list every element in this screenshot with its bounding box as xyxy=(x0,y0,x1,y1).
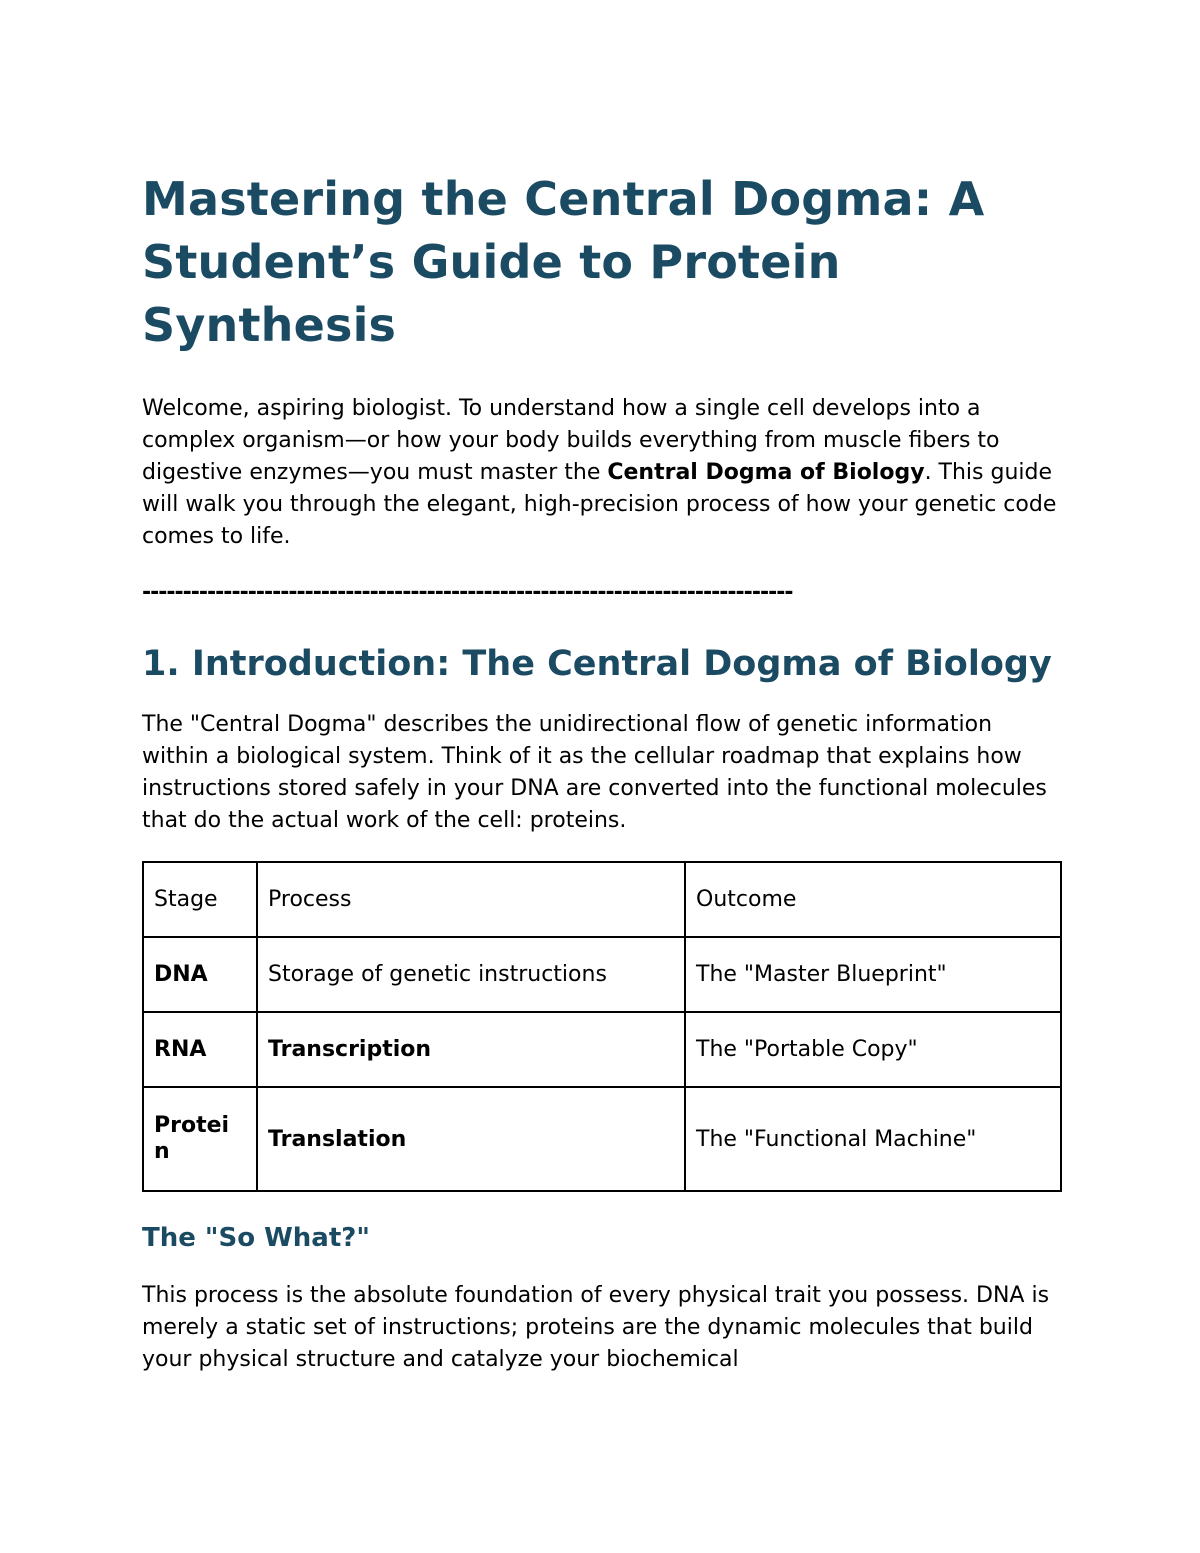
document-title: Mastering the Central Dogma: A Student’s Guide to Protein Synthesis xyxy=(142,172,985,352)
table-header-stage: Stage xyxy=(143,862,257,937)
table-cell-outcome: The "Portable Copy" xyxy=(685,1012,1061,1087)
table-cell-process: Transcription xyxy=(257,1012,685,1087)
table-row xyxy=(143,1087,1061,1191)
intro-text-end: . This guide will walk you through the elegant, high-precision process of how your genetic code comes to life. xyxy=(142,460,1057,549)
document-page xyxy=(142,168,1082,1376)
so-what-paragraph: This process is the absolute foundation of every physical trait you possess. DNA is merely a static set of instructions; proteins are the dynamic molecules that build your physical structure and catalyze your biochemical xyxy=(142,1283,1050,1372)
table-cell-stage xyxy=(143,1087,257,1191)
table-cell-outcome: The "Functional Machine" xyxy=(685,1087,1061,1191)
table-row xyxy=(143,937,1061,1012)
table-cell-outcome: The "Master Blueprint" xyxy=(685,937,1061,1012)
section-1-paragraph: The "Central Dogma" describes the unidirectional flow of genetic information within a biological system. Think of it as the cellular roadmap that explains how instructions stored safely in your DNA are converted into the functional molecules that do the actual work of the cell: proteins. xyxy=(142,712,1047,833)
intro-bold-term: Central Dogma of Biology xyxy=(607,460,925,485)
central-dogma-table xyxy=(142,861,1062,1192)
table-cell-stage: DNA xyxy=(143,937,257,1012)
table-row xyxy=(143,1012,1061,1087)
table-cell-stage: RNA xyxy=(143,1012,257,1087)
table-cell-process: Storage of genetic instructions xyxy=(257,937,685,1012)
intro-paragraph xyxy=(142,393,1062,553)
so-what-heading: The "So What?" xyxy=(142,1223,370,1253)
table-header-outcome: Outcome xyxy=(685,862,1061,937)
table-cell-stage-text: Protein xyxy=(154,1113,230,1164)
section-divider: -------------------------------------------------------------------------------- xyxy=(142,580,793,605)
table-cell-process: Translation xyxy=(257,1087,685,1191)
intro-text-start: Welcome, aspiring biologist. To understand how a single cell develops into a complex organism—or how your body builds everything from muscle fibers to digestive enzymes—you must master the xyxy=(142,396,1000,485)
table-header-row xyxy=(143,862,1061,937)
table-header-process: Process xyxy=(257,862,685,937)
section-1-heading: 1. Introduction: The Central Dogma of Biology xyxy=(142,644,1052,684)
